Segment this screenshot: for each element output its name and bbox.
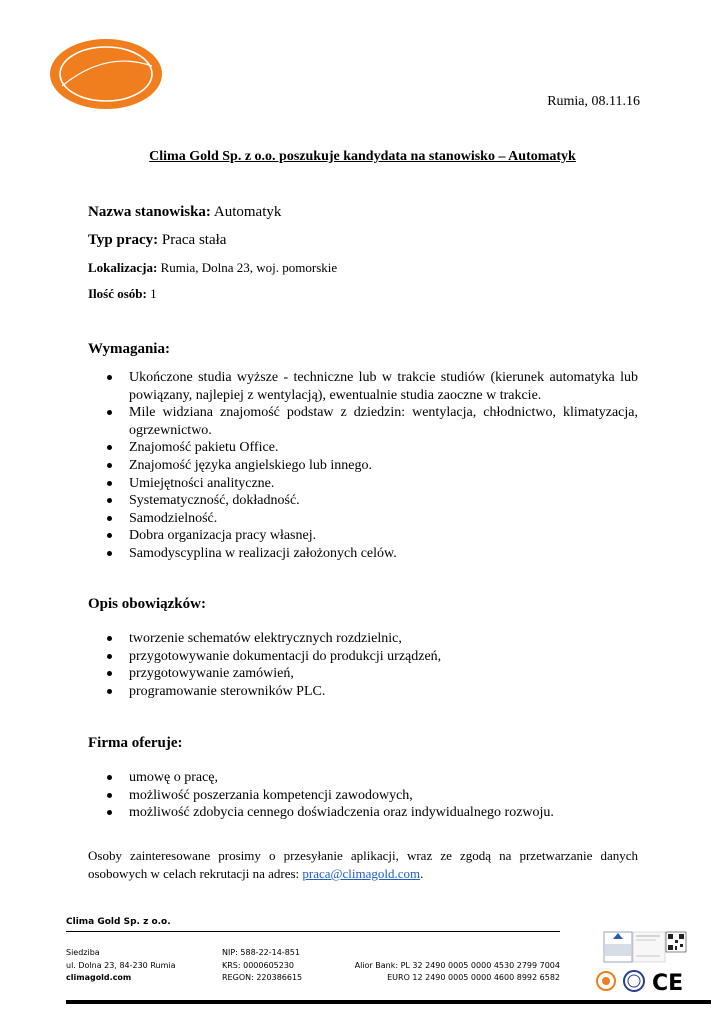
footer-address: ul. Dolna 23, 84-230 Rumia xyxy=(66,960,176,970)
list-item: Znajomość języka angielskiego lub innego. xyxy=(88,457,638,475)
bullet-icon xyxy=(107,689,112,694)
footer-krs: KRS: 0000605230 xyxy=(222,960,295,970)
bullet-icon xyxy=(107,671,112,676)
field-work-type-label: Typ pracy: xyxy=(88,232,159,248)
footer-bottom-bar xyxy=(66,1000,711,1004)
footer-address-block xyxy=(66,947,176,985)
field-position-label: Nazwa stanowiska: xyxy=(88,204,211,220)
requirements-title: Wymagania: xyxy=(88,341,170,357)
duties-list xyxy=(88,630,638,700)
field-headcount xyxy=(88,286,157,302)
list-item: Ukończone studia wyższe - techniczne lub w trakcie studiów (kierunek automatyka lub powiązany, najlepiej z wentylacją), ewentualnie studia zaoczne w trakcie. xyxy=(88,369,638,404)
footer-registry-block xyxy=(222,947,302,985)
list-item: Mile widziana znajomość podstaw z dziedzin: wentylacja, chłodnictwo, klimatyzacja, ogrzewnictwo. xyxy=(88,404,638,439)
field-position xyxy=(88,204,281,221)
footer-seat-label: Siedziba xyxy=(66,948,100,957)
bullet-icon xyxy=(107,533,112,538)
bullet-icon xyxy=(107,445,112,450)
footer-divider xyxy=(66,931,560,932)
application-text: Osoby zainteresowane prosimy o przesyłanie aplikacji, wraz ze zgodą na przetwarzanie danych osobowych w celach rekrutacji na adres: xyxy=(88,848,638,881)
list-item: Znajomość pakietu Office. xyxy=(88,439,638,457)
application-instructions xyxy=(88,847,638,883)
field-headcount-label: Ilość osób: xyxy=(88,286,147,301)
bullet-icon xyxy=(107,551,112,556)
email-link[interactable]: praca@climagold.com xyxy=(302,866,421,881)
list-item: możliwość poszerzania kompetencji zawodowych, xyxy=(88,787,638,805)
offer-title: Firma oferuje: xyxy=(88,735,183,751)
certificate-badges-icon xyxy=(596,930,688,996)
list-item: Samodyscyplina w realizacji założonych celów. xyxy=(88,545,638,563)
bullet-icon xyxy=(107,375,112,380)
job-headline: Clima Gold Sp. z o.o. poszukuje kandydata na stanowisko – Automatyk xyxy=(149,149,576,164)
field-position-value: Automatyk xyxy=(213,204,282,220)
duties-title: Opis obowiązków: xyxy=(88,596,206,612)
footer-nip: NIP: 588-22-14-851 xyxy=(222,948,300,957)
bullet-icon xyxy=(107,516,112,521)
list-item: Umiejętności analityczne. xyxy=(88,475,638,493)
company-logo xyxy=(48,36,164,112)
field-location-value: Rumia, Dolna 23, woj. pomorskie xyxy=(160,260,338,275)
field-location-label: Lokalizacja: xyxy=(88,260,158,275)
footer-bank-eur: EURO 12 2490 0005 0000 4600 8992 6582 xyxy=(387,973,560,982)
clima-gold-logo-icon xyxy=(48,36,164,112)
bullet-icon xyxy=(107,463,112,468)
list-item: tworzenie schematów elektrycznych rozdzielnic, xyxy=(88,630,638,648)
offer-list xyxy=(88,769,638,822)
list-item: Samodzielność. xyxy=(88,510,638,528)
field-location xyxy=(88,260,337,276)
footer-website: climagold.com xyxy=(66,973,132,982)
field-work-type xyxy=(88,232,226,249)
list-item: przygotowywanie zamówień, xyxy=(88,665,638,683)
footer-bank-block xyxy=(340,947,560,985)
bullet-icon xyxy=(107,481,112,486)
requirements-list xyxy=(88,369,638,563)
list-item: umowę o pracę, xyxy=(88,769,638,787)
list-item: przygotowywanie dokumentacji do produkcji urządzeń, xyxy=(88,648,638,666)
document-date: Rumia, 08.11.16 xyxy=(547,94,640,109)
list-item: Dobra organizacja pracy własnej. xyxy=(88,527,638,545)
list-item: programowanie sterowników PLC. xyxy=(88,683,638,701)
bullet-icon xyxy=(107,410,112,415)
footer-company: Clima Gold Sp. z o.o. xyxy=(66,917,171,927)
list-item: Systematyczność, dokładność. xyxy=(88,492,638,510)
list-item: możliwość zdobycia cennego doświadczenia oraz indywidualnego rozwoju. xyxy=(88,804,638,822)
bullet-icon xyxy=(107,636,112,641)
bullet-icon xyxy=(107,654,112,659)
footer-bank-pl: Alior Bank: PL 32 2490 0005 0000 4530 2799 7004 xyxy=(354,960,560,970)
footer-regon: REGON: 220386615 xyxy=(222,973,303,982)
application-end: . xyxy=(420,866,424,881)
field-headcount-value: 1 xyxy=(150,286,157,301)
field-work-type-value: Praca stała xyxy=(161,232,227,248)
bullet-icon xyxy=(107,810,112,815)
ce-mark-icon: CE xyxy=(652,971,684,996)
certification-badges xyxy=(596,930,688,996)
bullet-icon xyxy=(107,498,112,503)
bullet-icon xyxy=(107,775,112,780)
bullet-icon xyxy=(107,793,112,798)
